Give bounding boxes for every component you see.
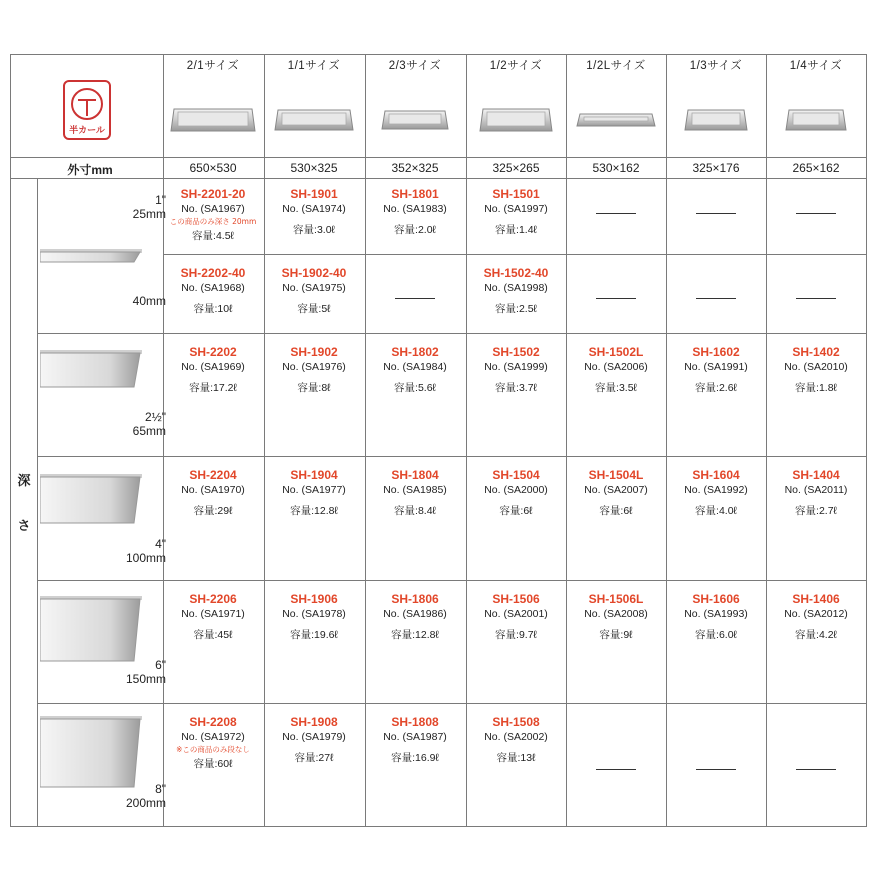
catalog-number: No. (SA1977)	[282, 484, 346, 496]
model-number: SH-1602	[692, 345, 740, 359]
not-available-dash	[796, 769, 836, 770]
model-number: SH-2208	[189, 715, 237, 729]
capacity: 容量:8.4ℓ	[394, 505, 436, 517]
model-number: SH-1801	[391, 187, 439, 201]
capacity: 容量:17.2ℓ	[189, 382, 237, 394]
column-outer-dims: 325×176	[692, 161, 740, 175]
capacity: 容量:60ℓ	[193, 758, 233, 770]
catalog-number: No. (SA1998)	[484, 282, 548, 294]
capacity: 容量:8ℓ	[297, 382, 331, 394]
product-cell	[264, 345, 364, 395]
not-available-dash	[596, 213, 636, 214]
capacity: 容量:19.6ℓ	[290, 629, 338, 641]
product-cell	[264, 266, 364, 316]
product-cell	[766, 468, 866, 518]
capacity: 容量:5.6ℓ	[394, 382, 436, 394]
not-available-dash	[796, 213, 836, 214]
model-number: SH-1604	[692, 468, 740, 482]
product-cell	[466, 715, 566, 765]
catalog-number: No. (SA1968)	[181, 282, 245, 294]
catalog-number: No. (SA1986)	[383, 608, 447, 620]
catalog-number: No. (SA2007)	[584, 484, 648, 496]
model-number: SH-1506	[492, 592, 540, 606]
grid-line	[10, 157, 866, 158]
capacity: 容量:6ℓ	[599, 505, 633, 517]
column-outer-dims: 530×325	[290, 161, 338, 175]
column-outer-dims: 265×162	[792, 161, 840, 175]
column-size-label: 1/1サイズ	[287, 60, 341, 72]
model-number: SH-2206	[189, 592, 237, 606]
depth-mm: 40mm	[132, 294, 166, 308]
model-number: SH-1502-40	[483, 266, 549, 280]
depth-inch: 4"	[155, 537, 166, 551]
product-cell	[566, 345, 666, 395]
capacity: 容量:1.8ℓ	[795, 382, 837, 394]
model-number: SH-1901	[290, 187, 338, 201]
not-available-dash	[696, 298, 736, 299]
not-available-dash	[696, 213, 736, 214]
column-size-label: 1/2サイズ	[489, 60, 543, 72]
product-cell	[766, 345, 866, 395]
capacity: 容量:6ℓ	[499, 505, 533, 517]
depth-mm: 150mm	[125, 672, 166, 686]
product-cell	[163, 715, 263, 771]
product-cell	[264, 187, 364, 237]
catalog-number: No. (SA2011)	[784, 484, 848, 496]
model-number: SH-2204	[189, 468, 237, 482]
product-cell	[566, 592, 666, 642]
hotel-pan-image-icon	[684, 108, 748, 136]
capacity: 容量:2.7ℓ	[795, 505, 837, 517]
model-number: SH-1502	[492, 345, 540, 359]
grid-line	[37, 333, 866, 334]
product-cell	[264, 468, 364, 518]
model-number: SH-2202-40	[180, 266, 246, 280]
depth-mm: 25mm	[132, 207, 166, 221]
product-cell	[666, 345, 766, 395]
model-number: SH-1406	[792, 592, 840, 606]
product-cell	[163, 345, 263, 395]
column-size-label: 1/2Lサイズ	[586, 60, 646, 72]
capacity: 容量:9ℓ	[599, 629, 633, 641]
depth-side-label-1: 深	[17, 473, 31, 488]
hotel-pan-image-icon	[381, 109, 449, 135]
model-number: SH-1908	[290, 715, 338, 729]
model-number: SH-1606	[692, 592, 740, 606]
depth-label	[133, 294, 166, 308]
model-number: SH-1802	[391, 345, 439, 359]
capacity: 容量:3.5ℓ	[595, 382, 637, 394]
catalog-number: No. (SA1979)	[282, 731, 346, 743]
model-number: SH-1904	[290, 468, 338, 482]
product-cell	[365, 187, 465, 237]
not-available-dash	[596, 298, 636, 299]
capacity: 容量:9.7ℓ	[495, 629, 537, 641]
product-cell	[365, 715, 465, 765]
capacity: 容量:1.4ℓ	[495, 224, 537, 236]
catalog-number: No. (SA1970)	[181, 484, 245, 496]
product-cell	[163, 592, 263, 642]
product-cell	[566, 468, 666, 518]
depth-label	[133, 410, 166, 438]
depth-label	[126, 537, 166, 565]
hotel-pan-image-icon	[479, 107, 553, 137]
product-cell	[163, 187, 263, 243]
capacity: 容量:2.5ℓ	[495, 303, 537, 315]
capacity: 容量:10ℓ	[193, 303, 233, 315]
hotel-pan-image-icon	[170, 107, 256, 137]
catalog-number: No. (SA2010)	[784, 361, 848, 373]
hotel-pan-image-icon	[576, 112, 656, 132]
hotel-pan-image-icon	[274, 108, 354, 136]
grid-line	[163, 254, 866, 255]
depth-mm: 100mm	[125, 551, 166, 565]
product-cell	[365, 345, 465, 395]
catalog-number: No. (SA1993)	[684, 608, 748, 620]
product-note: ※この商品のみ段なし	[176, 745, 250, 754]
catalog-number: No. (SA1997)	[484, 203, 548, 215]
product-cell	[666, 592, 766, 642]
capacity: 容量:27ℓ	[294, 752, 334, 764]
catalog-number: No. (SA1978)	[282, 608, 346, 620]
depth-inch: 1"	[155, 193, 166, 207]
half-curl-logo-icon	[63, 80, 111, 140]
column-size-label: 2/3サイズ	[388, 60, 442, 72]
model-number: SH-1402	[792, 345, 840, 359]
capacity: 容量:4.2ℓ	[795, 629, 837, 641]
column-size-label: 1/4サイズ	[789, 60, 843, 72]
column-size-label: 1/3サイズ	[689, 60, 743, 72]
catalog-number: No. (SA1984)	[383, 361, 447, 373]
not-available-dash	[696, 769, 736, 770]
catalog-number: No. (SA2001)	[484, 608, 548, 620]
catalog-number: No. (SA1974)	[282, 203, 346, 215]
hotel-pan-side-image-icon	[40, 716, 142, 792]
grid-line	[37, 703, 866, 704]
capacity: 容量:45ℓ	[193, 629, 233, 641]
model-number: SH-2201-20	[180, 187, 246, 201]
grid-line	[10, 54, 11, 827]
hotel-pan-side-image-icon	[40, 350, 142, 392]
catalog-number: No. (SA2012)	[784, 608, 848, 620]
catalog-number: No. (SA1971)	[181, 608, 245, 620]
capacity: 容量:2.6ℓ	[695, 382, 737, 394]
product-cell	[264, 592, 364, 642]
product-note: この商品のみ深さ 20mm	[169, 217, 257, 226]
catalog-number: No. (SA1987)	[383, 731, 447, 743]
model-number: SH-1504L	[588, 468, 644, 482]
catalog-number: No. (SA1975)	[282, 282, 346, 294]
product-cell	[466, 468, 566, 518]
capacity: 容量:12.8ℓ	[391, 629, 439, 641]
catalog-number: No. (SA1991)	[684, 361, 748, 373]
grid-line	[866, 54, 867, 827]
catalog-number: No. (SA1969)	[181, 361, 245, 373]
product-cell	[365, 468, 465, 518]
grid-line	[37, 580, 866, 581]
hotel-pan-side-image-icon	[40, 248, 142, 267]
depth-mm: 65mm	[132, 424, 166, 438]
model-number: SH-1506L	[588, 592, 644, 606]
catalog-number: No. (SA2002)	[484, 731, 548, 743]
capacity: 容量:4.5ℓ	[192, 230, 234, 242]
depth-inch: 2½"	[145, 410, 166, 424]
model-number: SH-1508	[492, 715, 540, 729]
catalog-number: No. (SA2000)	[484, 484, 548, 496]
capacity: 容量:29ℓ	[193, 505, 233, 517]
column-size-label: 2/1サイズ	[186, 60, 240, 72]
hotel-pan-image-icon	[785, 108, 847, 136]
capacity: 容量:16.9ℓ	[391, 752, 439, 764]
column-outer-dims: 650×530	[189, 161, 237, 175]
product-cell	[466, 592, 566, 642]
catalog-number: No. (SA1967)	[181, 203, 245, 215]
catalog-number: No. (SA1992)	[684, 484, 748, 496]
capacity: 容量:4.0ℓ	[695, 505, 737, 517]
catalog-number: No. (SA1972)	[181, 731, 245, 743]
catalog-number: No. (SA1999)	[484, 361, 548, 373]
capacity: 容量:12.8ℓ	[290, 505, 338, 517]
grid-line	[37, 456, 866, 457]
column-outer-dims: 352×325	[391, 161, 439, 175]
catalog-number: No. (SA1985)	[383, 484, 447, 496]
capacity: 容量:5ℓ	[297, 303, 331, 315]
product-cell	[666, 468, 766, 518]
capacity: 容量:13ℓ	[496, 752, 536, 764]
product-cell	[264, 715, 364, 765]
grid-line	[10, 54, 866, 55]
model-number: SH-1502L	[588, 345, 644, 359]
model-number: SH-2202	[189, 345, 237, 359]
model-number: SH-1906	[290, 592, 338, 606]
product-cell	[466, 266, 566, 316]
product-cell	[466, 345, 566, 395]
depth-inch: 8"	[155, 782, 166, 796]
catalog-number: No. (SA1976)	[282, 361, 346, 373]
column-outer-dims: 325×265	[492, 161, 540, 175]
model-number: SH-1501	[492, 187, 540, 201]
capacity: 容量:2.0ℓ	[394, 224, 436, 236]
catalog-number: No. (SA2008)	[584, 608, 648, 620]
model-number: SH-1404	[792, 468, 840, 482]
depth-side-label-2: さ	[17, 518, 31, 533]
product-cell	[163, 266, 263, 316]
grid-line	[37, 178, 38, 827]
model-number: SH-1504	[492, 468, 540, 482]
capacity: 容量:3.0ℓ	[293, 224, 335, 236]
capacity: 容量:6.0ℓ	[695, 629, 737, 641]
not-available-dash	[596, 769, 636, 770]
hotel-pan-side-image-icon	[40, 596, 142, 666]
catalog-number: No. (SA2006)	[584, 361, 648, 373]
depth-mm: 200mm	[125, 796, 166, 810]
grid-line	[10, 826, 866, 827]
product-cell	[365, 592, 465, 642]
capacity: 容量:3.7ℓ	[495, 382, 537, 394]
column-outer-dims: 530×162	[592, 161, 640, 175]
product-cell	[466, 187, 566, 237]
model-number: SH-1804	[391, 468, 439, 482]
not-available-dash	[395, 298, 435, 299]
grid-line	[10, 178, 866, 179]
depth-label	[133, 193, 166, 221]
depth-inch: 6"	[155, 658, 166, 672]
model-number: SH-1902-40	[281, 266, 347, 280]
not-available-dash	[796, 298, 836, 299]
product-cell	[766, 592, 866, 642]
hotel-pan-side-image-icon	[40, 474, 142, 528]
catalog-number: No. (SA1983)	[383, 203, 447, 215]
model-number: SH-1806	[391, 592, 439, 606]
model-number: SH-1902	[290, 345, 338, 359]
outer-dim-label: 外寸mm	[67, 163, 113, 177]
logo-label: 半カール	[69, 126, 105, 136]
product-cell	[163, 468, 263, 518]
model-number: SH-1808	[391, 715, 439, 729]
